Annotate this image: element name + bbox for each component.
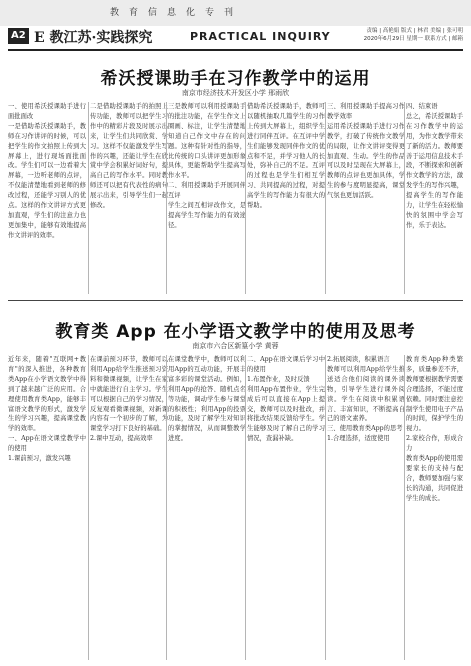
header-rule: [8, 49, 463, 51]
header-meta-line1: 责编 | 高艳娟 版式 | 林君 美编 | 张可明: [366, 28, 463, 34]
article2-column-1: [8, 355, 86, 660]
column-rule: [245, 355, 246, 660]
article1-column-3-text: 三是教师可以利用授课助手的批注功能，在学生作文上圈画、标注，让学生清楚地知道自己作文中存在的问题。这种有针对性的指导，比传统的口头讲评更加形象具体，更能帮助学生提高写作水平。 二、利用授课助手开展同伴互评 学生之间互相评改作文，是提高学生写作能力的有效途径。: [168, 103, 246, 229]
section-title-en: PRACTICAL INQUIRY: [190, 30, 331, 43]
article2-byline: 南京市六合区新篁小学 黄蓉: [192, 342, 279, 350]
article2-column-1-text: 近年来，随着"互联网+教育"的深入推进，各种教育类App在小学语文教学中得到了越来越广泛的应用。合理使用教育类App，能够丰富语文教学的形式，激发学生的学习兴趣，提高课堂教学的效率。 一、App在语文课堂教学中的使用 1.课前预习，激发兴趣: [8, 356, 86, 463]
article2-column-2: [90, 355, 168, 660]
article1-column-2-text: 二是借助授课助手的拍照上传功能，教师可以把学生习作中的精彩片段及时展示出来，让学生们共同欣赏、学习。这样不仅能激发学生写作的兴趣，还能让学生在欣赏中学会积累好词好句，提高自己的写作水平。同时教师还可以把有代表性的病句展示出来，引导学生们一起修改。: [90, 103, 168, 210]
column-rule: [325, 102, 326, 294]
article1-column-4: [247, 102, 325, 294]
column-rule: [325, 355, 326, 660]
column-rule: [245, 102, 246, 294]
article2-column-3: [168, 355, 246, 660]
section-title-text: 教江苏·实践探究: [49, 30, 153, 46]
article-divider: [8, 300, 463, 301]
header-meta: [364, 27, 463, 43]
article2-column-2-text: 在课前预习环节，教师可以利用App给学生推送预习资料和微课视频，让学生在家中就能进行自主学习。学生可以根据自己的学习情况，反复观看微课视频，对新课内容有一个初步的了解，为课堂学习打下良好的基础。 2.课中互动，提高效率: [90, 356, 168, 443]
supplement-tagline: 教育信息化专刊: [110, 8, 244, 18]
top-band: [0, 0, 471, 26]
article2-column-6: [406, 355, 463, 660]
section-title: [34, 27, 152, 47]
article1-column-2: [90, 102, 168, 294]
column-rule: [166, 355, 167, 660]
header-meta-line2: 2020年6月29日 星期一 联系方式 | 邮箱: [363, 36, 463, 42]
column-rule: [88, 102, 89, 294]
article2-column-3-text: 在课堂教学中，教师可以利用App的互动功能，开展丰富多彩的课堂活动。例如，利用App的抢答、随机点名等功能，调动学生参与课堂的积极性；利用App的投票功能，及时了解学生对知识的掌握情况，从而调整教学进度。: [168, 356, 246, 443]
article1-column-3: [168, 102, 246, 294]
article1-column-6: [406, 102, 463, 294]
article2-column-4: [247, 355, 325, 660]
article2-headline: 教育类 App 在小学语文教学中的使用及思考: [55, 322, 416, 342]
article1-column-6-text: 四、结束语 总之，希沃授课助手在习作教学中的运用，为作文教学带来了新的活力。教师要善于运用信息技术手段，不断探索和创新作文教学的方法，激发学生的写作兴趣，提高学生的写作能力，让学生在轻松愉快的氛围中学会写作，乐于表达。: [406, 103, 463, 229]
article2-column-6-text: 教育类App种类繁多，质量参差不齐，教师要根据教学需要合理选择，不能过度依赖。同时要注意控制学生使用电子产品的时间，保护学生的视力。 2.家校合作，形成合力 教育类App的使用需要家长的支持与配合，教师要加强与家长的沟通，共同促进学生的成长。: [406, 356, 463, 502]
article1-byline: 南京市经济技术开发区小学 邢雨欣: [181, 89, 290, 97]
article1-column-5: [327, 102, 405, 294]
article1-column-1: [8, 102, 86, 294]
article2-column-5-text: 2.拓展阅读，积累语言 教师可以利用App给学生推送适合他们阅读的课外读物，引导学生进行课外阅读。学生在阅读中积累语言、丰富知识，不断提高自己的语文素养。 三、使用教育类App的思考 1.合理选择，适度使用: [327, 356, 405, 443]
article2-column-5: [327, 355, 405, 660]
column-rule: [404, 355, 405, 660]
article2-column-4-text: 二、App在语文课后学习中的使用 1.布置作业，及时反馈 利用App布置作业，学生完成后可以直接在App上提交，教师可以及时批改，并将批改结果反馈给学生。学生能够及时了解自己的学习情况，查漏补缺。: [247, 356, 325, 443]
article1-column-5-text: 三、利用授课助手提高习作教学效率 运用希沃授课助手进行习作教学，打破了传统作文教学的局限，让作文讲评变得更加直观、生动。学生的作品可以及时呈现在大屏幕上，教师的点评也更加具体，学生的参与度明显提高，课堂气氛也更加活跃。: [327, 103, 405, 200]
page-header: [0, 26, 471, 48]
column-rule: [404, 102, 405, 294]
edition-letter: E: [34, 30, 45, 46]
column-rule: [166, 102, 167, 294]
article1-column-4-text: 借助希沃授课助手，教师可以随机抽取几篇学生的习作上传到大屏幕上，组织学生进行同伴互评。在互评中学生们能够发现同伴作文的优点和不足，并学习他人的长处，弥补自己的不足。互评的过程也是学生们相互学习、共同提高的过程，对提高学生的写作能力有很大的帮助。: [247, 103, 325, 210]
edition-number: A2: [8, 28, 29, 44]
article1-column-1-text: 一、使用希沃授课助手进行面批面改 一是借助希沃授课助手，教师在习作讲评的时候，可以把学生的作文拍照上传到大屏幕上，进行现场面批面改。学生们可以一边看着大屏幕，一边听老师的点评，不仅能清楚地看到老师的修改过程，还能学习别人的优点。这样的作文讲评方式更加直观，学生们的注意力也更加集中，能够有效地提高作文讲评的效率。: [8, 103, 86, 239]
article1-headline: 希沃授课助手在习作教学中的运用: [100, 69, 371, 89]
column-rule: [88, 355, 89, 660]
